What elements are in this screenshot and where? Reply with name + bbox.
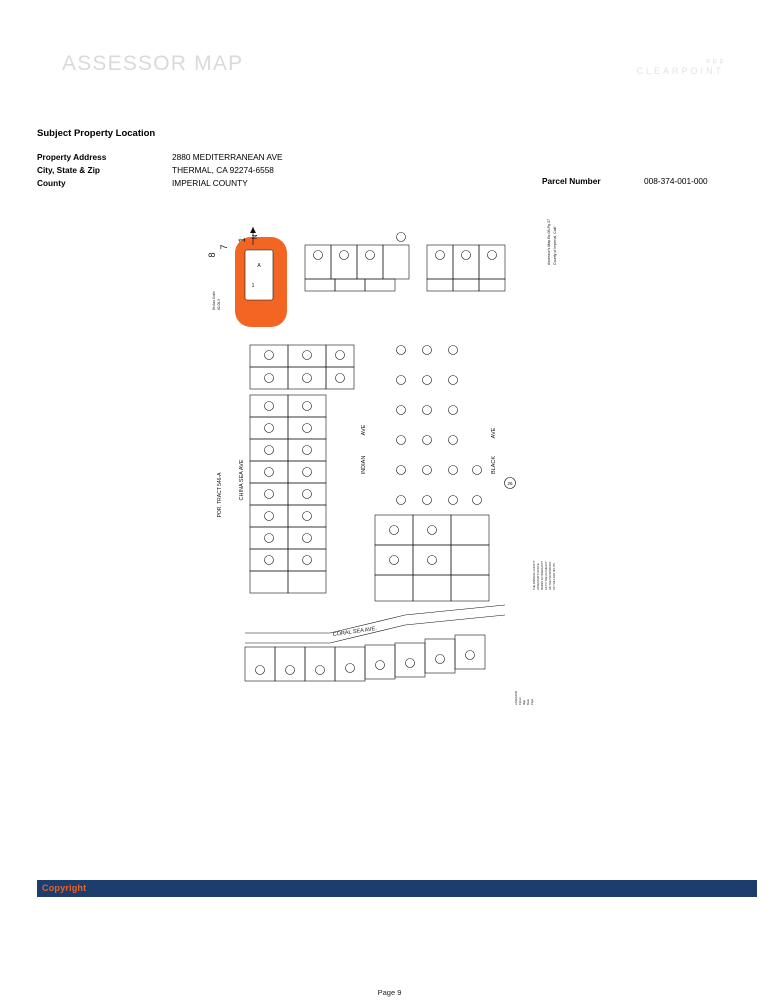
map-parcel-grid-right xyxy=(397,346,482,505)
copyright-bar xyxy=(37,880,757,897)
svg-text:26: 26 xyxy=(507,481,513,486)
property-address-value: 2880 MEDITERRANEAN AVE xyxy=(172,152,283,162)
assessor-map-svg xyxy=(205,215,585,715)
svg-text:INDIAN: INDIAN xyxy=(361,455,367,475)
svg-text:Parcel: Parcel xyxy=(519,697,522,705)
svg-text:THE IMPERIAL COUNTY: THE IMPERIAL COUNTY xyxy=(533,560,536,590)
coral-sea-ave-road xyxy=(245,605,505,643)
svg-text:N: N xyxy=(252,234,259,240)
subject-property-heading: Subject Property Location xyxy=(37,128,156,139)
street-labels xyxy=(217,424,497,638)
city-state-zip-value: THERMAL, CA 92274-6558 xyxy=(172,165,274,175)
parcel-number-label: Parcel Number xyxy=(542,176,601,186)
svg-text:82-00-3: 82-00-3 xyxy=(217,299,221,310)
table-row xyxy=(37,152,522,165)
svg-text:ASSESSOR'S OFFICE: ASSESSOR'S OFFICE xyxy=(537,563,540,590)
svg-text:County of Imperial, Calif.: County of Imperial, Calif. xyxy=(553,225,557,265)
table-row xyxy=(37,165,522,178)
copyright-text: Copyright xyxy=(42,883,87,893)
parcel-number-value: 008-374-001-000 xyxy=(644,176,708,186)
svg-text:1: 1 xyxy=(237,237,247,243)
svg-text:POR. TRACT 546-A: POR. TRACT 546-A xyxy=(217,472,223,518)
svg-text:1: 1 xyxy=(251,283,255,289)
brand-top-text: a p p xyxy=(705,58,724,65)
svg-text:AVE: AVE xyxy=(361,424,367,436)
svg-text:8e Ana Scale: 8e Ana Scale xyxy=(212,291,216,310)
svg-text:OF THE LAND SPLITS: OF THE LAND SPLITS xyxy=(553,563,556,590)
property-info-table xyxy=(37,152,522,191)
svg-text:AS TO THE ACCURACY: AS TO THE ACCURACY xyxy=(545,561,548,590)
brand-logo xyxy=(636,58,724,76)
city-state-zip-label: City, State & Zip xyxy=(37,165,101,175)
svg-text:7: 7 xyxy=(219,244,229,250)
table-row xyxy=(37,178,522,191)
property-address-label: Property Address xyxy=(37,152,107,162)
page-header xyxy=(0,52,779,98)
brand-bottom-text: CLEARPOINT xyxy=(636,66,724,77)
svg-text:Page: Page xyxy=(531,698,534,705)
svg-text:CORAL SEA AVE.: CORAL SEA AVE. xyxy=(332,625,378,639)
parcel-number-block xyxy=(542,176,708,186)
page-title: ASSESSOR MAP xyxy=(62,52,244,75)
svg-text:MAKES NO WARRANTY: MAKES NO WARRANTY xyxy=(541,560,544,590)
svg-text:Assessor's Map Bk.08-Pg.37: Assessor's Map Bk.08-Pg.37 xyxy=(547,218,551,265)
svg-text:Book: Book xyxy=(527,699,530,705)
map-parcel-block-lower-right xyxy=(375,515,489,601)
map-parcel-column-left xyxy=(250,395,326,593)
svg-text:BLACK: BLACK xyxy=(491,455,497,475)
svg-text:OR THE INFORMATION: OR THE INFORMATION xyxy=(549,561,552,590)
svg-text:AVE: AVE xyxy=(491,427,497,439)
county-disclaimer-note xyxy=(532,560,556,590)
subject-parcel-highlight xyxy=(235,237,287,327)
county-label: County xyxy=(37,178,66,188)
map-parcel-row-bottom xyxy=(245,635,485,681)
svg-text:Map: Map xyxy=(523,699,526,705)
map-parcel-row-1 xyxy=(305,233,505,280)
svg-text:8: 8 xyxy=(207,252,217,258)
map-parcel-row-2 xyxy=(250,345,354,389)
page-number: Page 9 xyxy=(377,988,402,997)
map-legend-note xyxy=(514,691,534,705)
svg-text:A: A xyxy=(257,263,261,269)
assessor-map xyxy=(205,215,585,715)
svg-text:ASSESSOR: ASSESSOR xyxy=(515,690,518,705)
svg-text:CHINA SEA AVE: CHINA SEA AVE xyxy=(239,459,245,501)
county-value: IMPERIAL COUNTY xyxy=(172,178,248,188)
subject-property-section xyxy=(37,128,737,191)
